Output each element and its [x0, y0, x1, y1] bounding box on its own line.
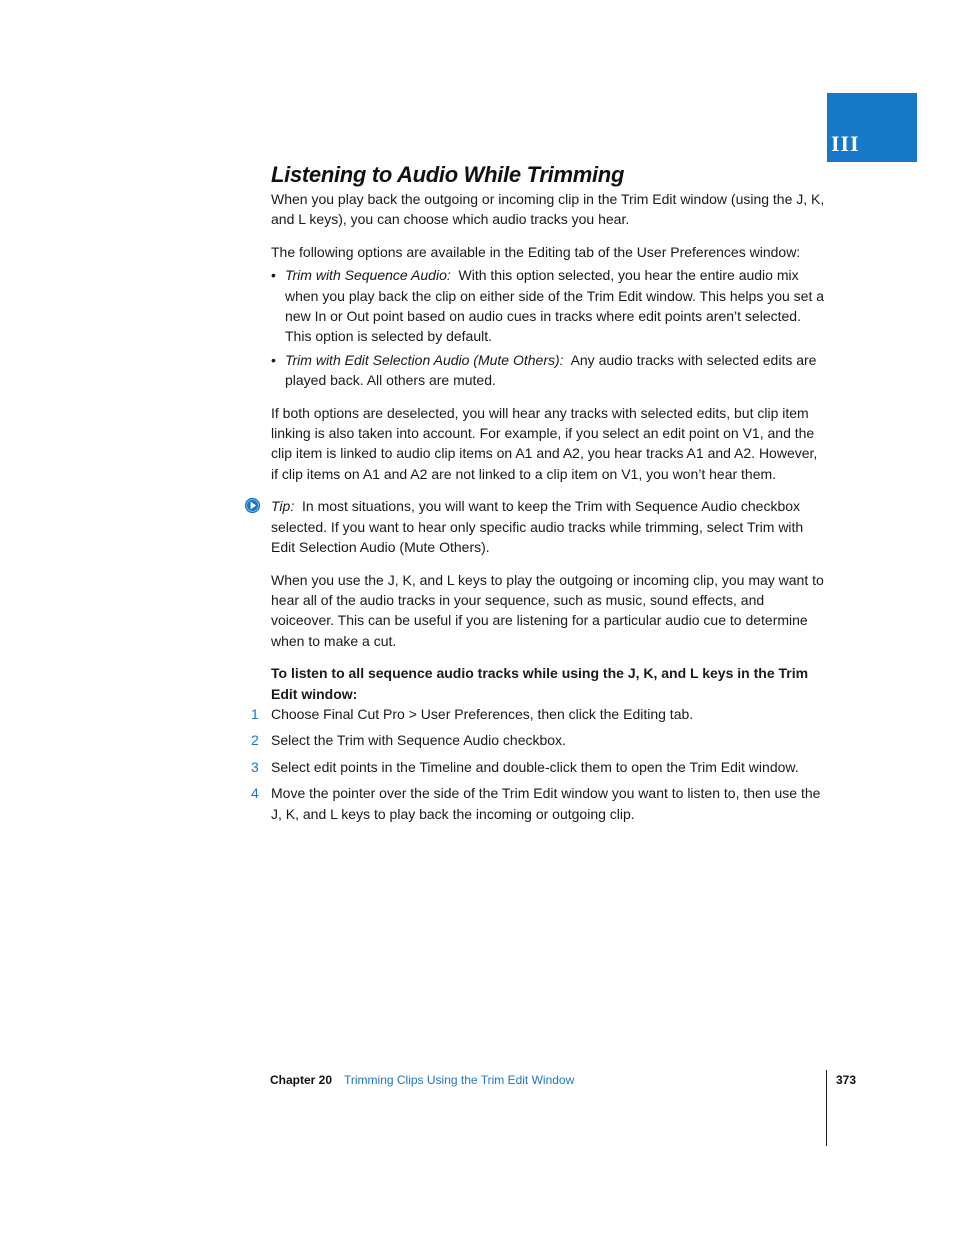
paragraph-jkl: When you use the J, K, and L keys to play the outgoing or incoming clip, you may want to hear all of the audio tracks in your sequence, such as music, sound effects, and voiceover. This can be useful if you are listening for a particular audio cue to determine when to make a cut. — [271, 571, 824, 649]
page-number: 373 — [836, 1073, 857, 1087]
step-item — [251, 730, 827, 750]
step-item — [251, 783, 827, 824]
list-item — [271, 350, 827, 391]
procedure-title: To listen to all sequence audio tracks while using the J, K, and L keys in the Trim Edit window: — [271, 665, 809, 702]
footer-chapter: Chapter 20 — [270, 1073, 333, 1087]
bullet-marker: • — [271, 351, 276, 368]
paragraph-options: The following options are available in the Editing tab of the User Preferences window: — [271, 243, 801, 260]
footer-chapter-title: Trimming Clips Using the Trim Edit Window — [344, 1073, 575, 1087]
option-description: With this option selected, you hear the entire audio mix when you play back the clip on either side of the Trim Edit window. This helps you set a new In or Out point based on audio cues in tracks where edit points aren’t selected. This option is selected by default. — [285, 267, 825, 345]
paragraph-intro: When you play back the outgoing or incoming clip in the Trim Edit window (using the J, K, and L keys), you can choose which audio tracks you hear. — [271, 191, 825, 228]
tip-block — [271, 496, 827, 557]
tip-arrow-icon — [244, 497, 261, 514]
procedure-steps — [251, 704, 827, 824]
part-tab-label: III — [831, 131, 860, 156]
step-number: 4 — [251, 785, 259, 802]
part-tab — [827, 93, 917, 162]
tip-text: In most situations, you will want to keep the Trim with Sequence Audio checkbox selected. If you want to hear only specific audio tracks while trimming, select Trim with Edit Selection Audio (Mute Others). — [271, 498, 804, 556]
step-text: Choose Final Cut Pro > User Preferences, then click the Editing tab. — [271, 705, 694, 722]
paragraph-deselected: If both options are deselected, you will hear any tracks with selected edits, but clip item linking is also taken into account. For example, if you select an edit point on V1, and the clip item is linked to audio clip items on A1 and A2, you hear tracks A1 and A2. However, if clip items on A1 and A2 are not linked to a clip item on V1, you won’t hear them. — [271, 404, 818, 482]
step-item — [251, 757, 827, 777]
option-term: Trim with Edit Selection Audio (Mute Others): — [285, 351, 564, 368]
step-number: 3 — [251, 758, 259, 775]
body-text — [251, 189, 827, 830]
step-number: 2 — [251, 732, 259, 749]
tip-label: Tip: — [271, 498, 295, 515]
footer-divider — [826, 1070, 827, 1146]
section-heading: Listening to Audio While Trimming — [271, 162, 625, 187]
bullet-marker: • — [271, 267, 276, 284]
step-number: 1 — [251, 705, 259, 722]
step-text: Move the pointer over the side of the Trim Edit window you want to listen to, then use the J, K, and L keys to play back the incoming or outgoing clip. — [271, 785, 821, 822]
step-text: Select the Trim with Sequence Audio checkbox. — [271, 732, 566, 749]
step-item — [251, 704, 827, 724]
option-description: Any audio tracks with selected edits are played back. All others are muted. — [285, 351, 817, 389]
options-list — [271, 265, 827, 390]
list-item — [271, 265, 827, 347]
step-text: Select edit points in the Timeline and double-click them to open the Trim Edit window. — [271, 758, 799, 775]
option-term: Trim with Sequence Audio: — [285, 267, 451, 284]
